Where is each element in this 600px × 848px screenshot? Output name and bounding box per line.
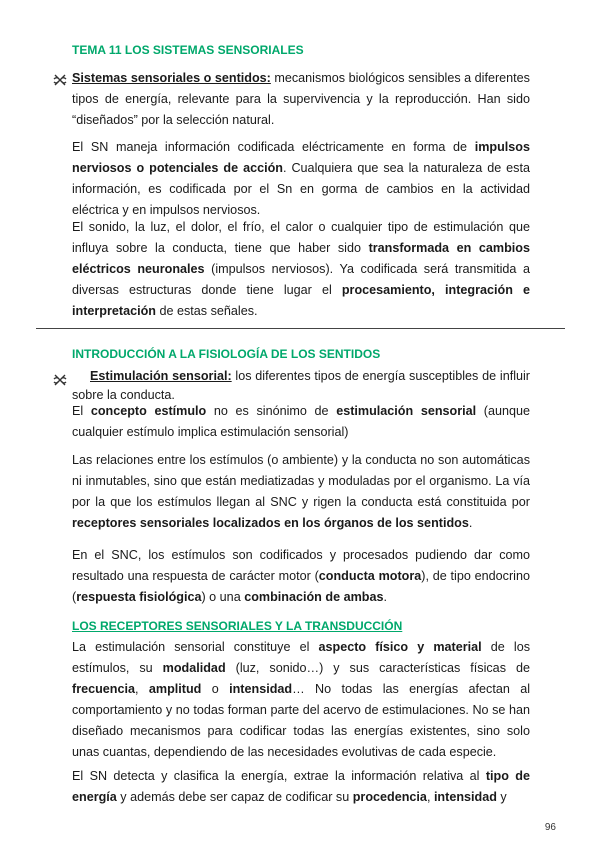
page-number: 96 [544, 822, 556, 833]
paragraph-snc: En el SNC, los estímulos son codificados y procesados pudiendo dar como resultado una respuesta de carácter motor (conducta motora), de tipo endocrino (respuesta fisiológica) o una combinación de ambas. [72, 548, 530, 604]
section-heading-introduccion: INTRODUCCIÓN A LA FISIOLOGÍA DE LOS SENTIDOS [72, 347, 381, 361]
paragraph-sn-detecta: El SN detecta y clasifica la energía, extrae la información relativa al tipo de energía y además debe ser capaz de codificar su procedencia, intensidad y [72, 769, 530, 804]
section-divider [36, 328, 565, 329]
paragraph-codificacion: El SN maneja información codificada eléctricamente en forma de impulsos nerviosos o potenciales de acción. Cualquiera que sea la naturaleza de esta información, es codificada por el Sn en gorma de cambios en la actividad eléctrica y en impulsos nerviosos. [72, 140, 530, 217]
term-sistemas-sensoriales: Sistemas sensoriales o sentidos: [72, 71, 271, 85]
chapter-title: TEMA 11 LOS SISTEMAS SENSORIALES [72, 43, 304, 57]
section-heading-receptores: LOS RECEPTORES SENSORIALES Y LA TRANSDUCCIÓN [72, 619, 403, 633]
paragraph-concepto-estimulo: El concepto estímulo no es sinónimo de estimulación sensorial (aunque cualquier estímulo implica estimulación sensorial) [72, 404, 530, 439]
paragraph-sistemas-sensoriales: Sistemas sensoriales o sentidos: mecanismos biológicos sensibles a diferentes tipos de energía, relevante para la supervivencia y la reproducción. Han sido “diseñados” por la selección natural. [72, 71, 530, 127]
paragraph-estimulacion-fisica: La estimulación sensorial constituye el aspecto físico y material de los estímulos, su modalidad (luz, sonido…) y sus características físicas de frecuencia, amplitud o intensidad… No todas las energías afectan al comportamiento y no todas forman parte del acervo de estimulaciones. No se han diseñado mecanismos para codificar todas las energías existentes, sino solo unas cuantas, dependiendo de las necesidades evolutivas de cada especie. [72, 640, 531, 759]
term-estimulacion-sensorial: Estimulación sensorial: [90, 369, 232, 383]
flourish-bullet-icon [52, 72, 68, 88]
flourish-bullet-icon [52, 372, 68, 388]
paragraph-transformacion: El sonido, la luz, el dolor, el frío, el calor o cualquier tipo de estimulación que influya sobre la conducta, tiene que haber sido transformada en cambios eléctricos neuronales (impulsos nerviosos). Ya codificada será transmitida a diversas estructuras donde tiene lugar el procesamiento, integración e interpretación de estas señales. [72, 220, 531, 318]
paragraph-relaciones: Las relaciones entre los estímulos (o ambiente) y la conducta no son automáticas ni inmutables, sino que están mediatizadas y moduladas por el organismo. La vía por la que los estímulos llegan al SNC y rigen la conducta está constituida por receptores sensoriales localizados en los órganos de los sentidos. [72, 453, 530, 530]
paragraph-estimulacion-sensorial: Estimulación sensorial: los diferentes tipos de energía susceptibles de influir sobre la conducta. [72, 369, 530, 402]
